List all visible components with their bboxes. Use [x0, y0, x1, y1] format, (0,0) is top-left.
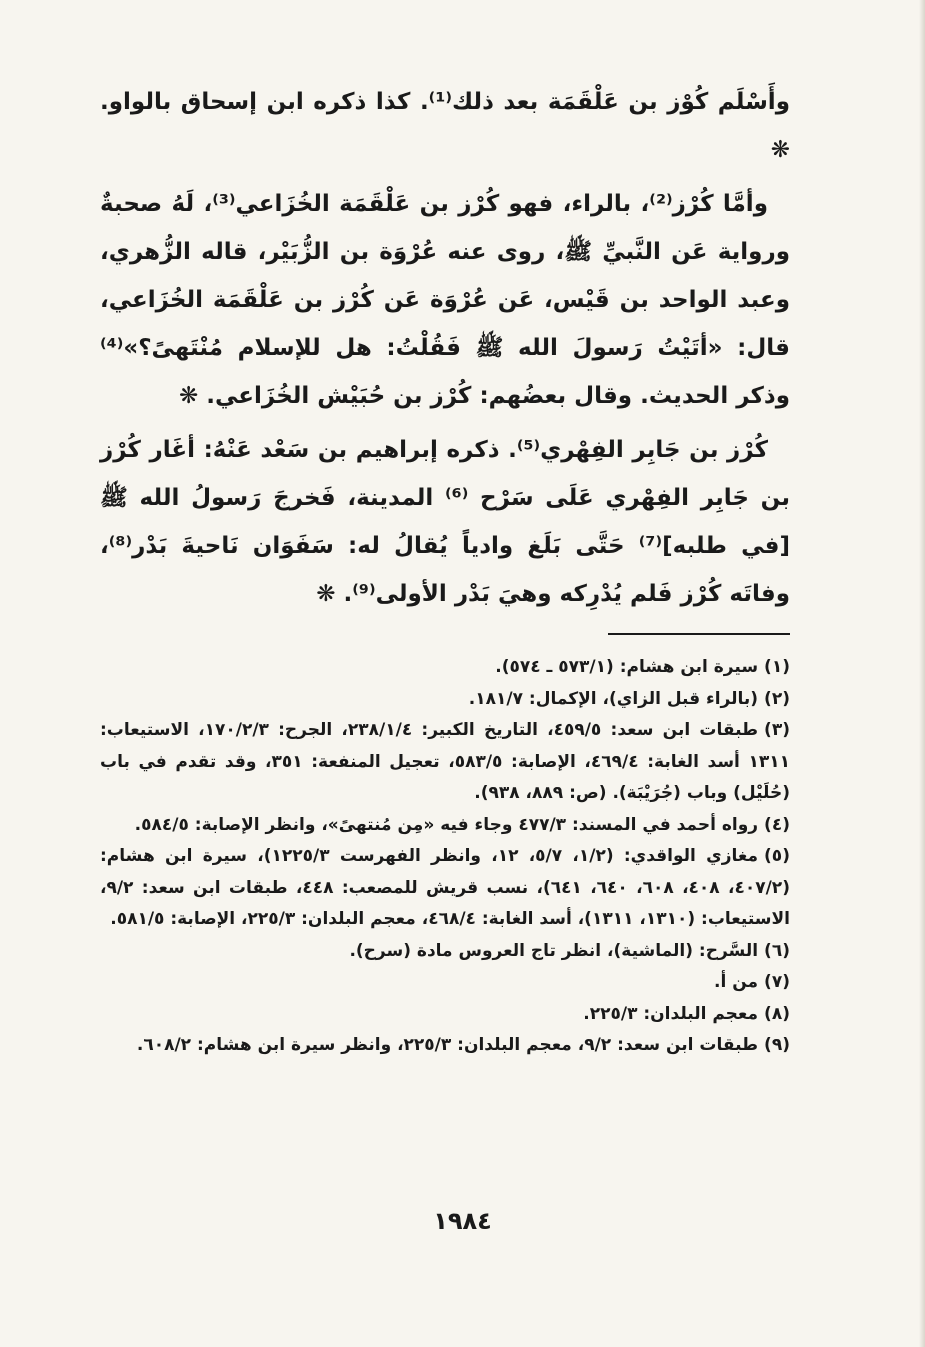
footnote-item — [100, 1030, 790, 1062]
footnote-number: (٨) — [764, 1003, 790, 1024]
footnote-item — [100, 841, 790, 936]
footnote-number: (٥) — [764, 846, 790, 866]
footnote-item — [100, 684, 790, 716]
paragraph-kurz-ibn-jabir: كُرْز بن جَابِر الفِهْري⁽⁵⁾. ذكره إبراهيم بن سَعْد عَنْهُ: أغَار كُرْز بن جَابِر الفِهْري عَلَى سَرْح ⁽⁶⁾ المدينة، فَخرجَ رَسولُ الله ﷺ [في طلبه]⁽⁷⁾ حَتَّى بَلَغ وادياً يُقالُ له: سَفَوَان نَاحيةَ بَدْر⁽⁸⁾، وفاتَه كُرْز فَلم يُدْرِكه وهيَ بَدْر الأولى⁽⁹⁾. ❋ — [100, 437, 790, 607]
footnote-item — [100, 967, 790, 999]
footnote-separator — [608, 633, 790, 635]
footnote-text: طبقات ابن سعد: ٤٥٩/٥، التاريخ الكبير: ٢٣٨/١/٤، الجرح: ١٧٠/٢/٣، الاستيعاب: ١٣١١ أسد الغابة: ٤٦٩/٤، الإصابة: ٥٨٣/٥، تعجيل المنفعة: ٣٥١، وقد تقدم في باب (حُلَيْل) وباب (جُرَيْبَة). (ص: ٨٨٩، ٩٣٨). — [100, 720, 790, 803]
footnote-number: (٢) — [764, 688, 790, 709]
footnote-text: سيرة ابن هشام: (٥٧٣/١ ـ ٥٧٤). — [495, 657, 759, 677]
footnote-text: (بالراء قبل الزاي)، الإكمال: ١٨١/٧. — [468, 688, 759, 709]
footnote-number: (١) — [764, 657, 790, 677]
paragraph-kurz-ibn-alqama: وأمَّا كُرْز⁽²⁾، بالراء، فهو كُرْز بن عَلْقَمَة الخُزَاعي⁽³⁾، لَهُ صحبةٌ ورواية عَن النَّبيِّ ﷺ، روى عنه عُرْوَة بن الزُّبَيْر، قاله الزُّهري، وعبد الواحد بن قَيْس، عَن عُرْوَة عَن كُرْز بن عَلْقَمَة الخُزَاعي، قال: «أتَيْتُ رَسولَ الله ﷺ فَقُلْتُ: هل للإسلام مُنْتَهىً؟»⁽⁴⁾ وذكر الحديث. وقال بعضُهم: كُرْز بن حُبَيْش الخُزَاعي. ❋ — [100, 191, 790, 409]
footnote-item — [100, 810, 790, 842]
footnote-item — [100, 999, 790, 1031]
footnote-number: (٤) — [764, 814, 790, 835]
footnote-text: السَّرح: (الماشية)، انظر تاج العروس مادة (سرح). — [349, 940, 759, 961]
page-number: ١٩٨٤ — [433, 1207, 492, 1235]
footnote-number: (٩) — [764, 1035, 790, 1055]
paragraph-kouz: وأَسْلَم كُوْز بن عَلْقَمَة بعد ذلك⁽¹⁾. كذا ذكره ابن إسحاق بالواو. ❋ — [100, 89, 790, 163]
main-text-body — [100, 78, 790, 624]
footnote-number: (٧) — [764, 972, 790, 992]
footnote-text: من أ. — [714, 972, 759, 992]
footnote-text: رواه أحمد في المسند: ٤٧٧/٣ وجاء فيه «مِن مُنتهىً»، وانظر الإصابة: ٥٨٤/٥. — [134, 814, 759, 835]
footnote-number: (٦) — [764, 940, 790, 961]
footnote-item — [100, 715, 790, 810]
footnote-text: طبقات ابن سعد: ٩/٢، معجم البلدان: ٢٢٥/٣، وانظر سيرة ابن هشام: ٦٠٨/٢. — [136, 1035, 759, 1055]
footnote-text: معجم البلدان: ٢٢٥/٣. — [583, 1003, 759, 1024]
scan-edge-shadow — [919, 0, 925, 1347]
footnote-text: مغازي الواقدي: (١/٢، ٥/٧، ١٢، وانظر الفهرست ١٢٢٥/٣)، سيرة ابن هشام: (٤٠٧/٢، ٤٠٨، ٦٠٨، ٦٤٠، ٦٤١)، نسب قريش للمصعب: ٤٤٨، طبقات ابن سعد: ٩/٢، الاستيعاب: (١٣١٠، ١٣١١)، أسد الغابة: ٤٦٨/٤، معجم البلدان: ٢٢٥/٣، الإصابة: ٥٨١/٥. — [100, 846, 790, 929]
footnote-number: (٣) — [764, 720, 790, 740]
footnotes-section — [100, 652, 790, 1062]
footnote-item — [100, 652, 790, 684]
footnote-item — [100, 936, 790, 968]
